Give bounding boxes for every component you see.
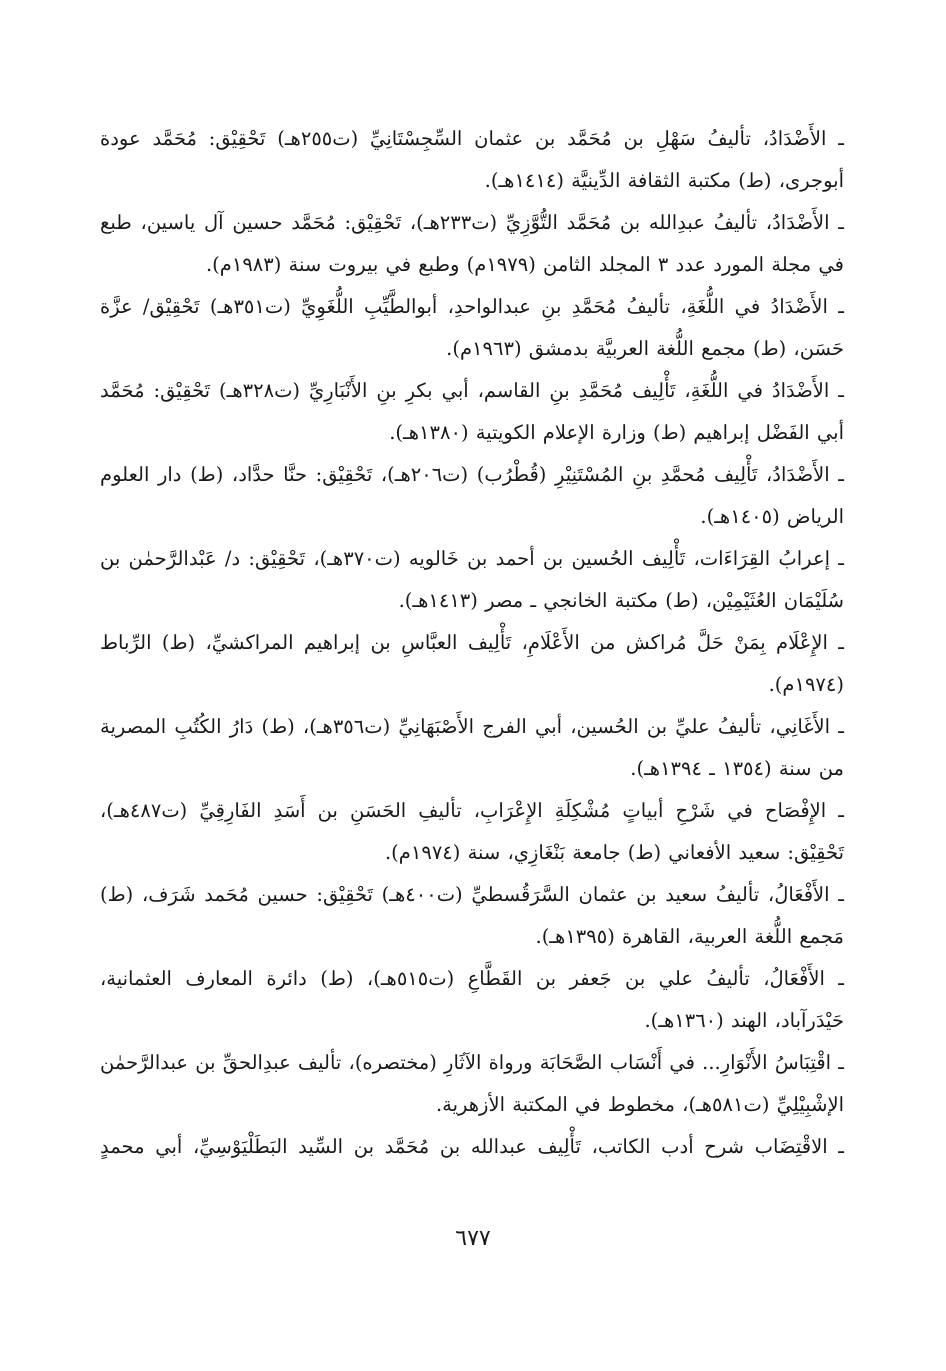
bibliography-entry: ـ الأَغَانِي، تأليفُ عليِّ بن الحُسين، أبي الفرج الأَصْبَهَانِيِّ (ت٣٥٦هـ)، (ط) دَارُ الكُتُبِ المصرية من سنة (١٣٥٤ ـ ١٣٩٤هـ). xyxy=(100,715,844,780)
bibliography-entry: ـ الأَضْدَادُ، تَأْلِيف مُحمَّدِ بنِ المُسْتَنِيْرِ (قُطْرُب) (ت٢٠٦هـ)، تَحْقِيْق: حنَّا حدَّاد، (ط) دار العلوم الرياض (١٤٠٥هـ). xyxy=(100,463,845,528)
bibliography-entry: ـ الأَضْدَادُ في اللُّغَةِ، تأليفُ مُحَمَّدِ بنِ عبدالواحدِ، أبوالطَّيِّبِ اللُّغَوِيِّ (ت٣٥١هـ) تَحْقِيْق/ عزَّة حَسَن، (ط) مجمع اللُّغة العربيَّة بدمشق (١٩٦٣م). xyxy=(100,295,844,360)
bibliography-entry: ـ الأَفْعَالُ، تأليفُ علي بن جَعفر بن القَطَّاعِ (ت٥١٥هـ)، (ط) دائرة المعارف العثمانية، حَيْدَرآباد، الهند (١٣٦٠هـ). xyxy=(100,967,845,1032)
bibliography-entry: ـ الأَضْدَادُ، تأليفُ عبدِالله بن مُحَمَّد التُّوَّزِيِّ (ت٢٣٣هـ)، تَحْقِيْق: مُحَمَّد حسين آل ياسين، طبع في مجلة المورد عدد ٣ المجلد الثامن (١٩٧٩م) وطبع في بيروت سنة (١٩٨٣م). xyxy=(100,211,844,276)
bibliography-entry: ـ اقْتِبَاسُ الأَنْوَارِ... في أَنْسَاب الصَّحَابَة ورواة الآثَارِ (مختصره)، تأليف عبدِالحقِّ بن عبدالرَّحمٰن الإشْبِيْلِيِّ (ت٥٨١هـ)، مخطوط في المكتبة الأزهرية. xyxy=(100,1051,844,1116)
bibliography-list xyxy=(100,118,844,1168)
bibliography-entry: ـ الأَضْدَادُ في اللُّغَةِ، تَأْلِيف مُحَمَّدِ بنِ القاسم، أبي بكرِ بنِ الأَنْبَارِيِّ (ت٣٢٨هـ) تَحْقِيْق: مُحَمَّد أبي الفَضْل إبراهيم (ط) وزارة الإعلام الكويتية (١٣٨٠هـ). xyxy=(100,379,844,444)
bibliography-entry: ـ الأَضْدَادُ، تأليفُ سَهْلِ بن مُحَمَّد بن عثمان السِّجِسْتَانِيِّ (ت٢٥٥هـ) تَحْقِيْق: مُحَمَّد عودة أبوجرى، (ط) مكتبة الثقافة الدِّينيَّة (١٤١٤هـ). xyxy=(100,127,844,192)
bibliography-entry: ـ الاقْتِضَاب شرح أدب الكاتب، تَأْلِيف عبدالله بن مُحَمَّد بن السِّيد البَطَلْيَوْسِيِّ، أبي محمدٍ xyxy=(100,1135,844,1158)
bibliography-entry: ـ الأَفْعَالُ، تأليفُ سعيد بن عثمان السَّرَقُسطيِّ (ت٤٠٠هـ) تَحْقِيْق: حسين مُحَمد شَرَف، (ط) مَجمع اللُّغة العربية، القاهرة (١٣٩٥هـ). xyxy=(100,883,844,948)
bibliography-entry: ـ إعرابُ القِرَاءَات، تَأْلِيف الحُسين بن أحمد بن خَالويه (ت٣٧٠هـ)، تَحْقِيْق: د/ عَبْدالرَّحمٰن بن سُلَيْمَان العُثَيْمِيْن، (ط) مكتبة الخانجي ـ مصر (١٤١٣هـ). xyxy=(100,547,844,612)
bibliography-entry: ـ الإِفْصَاح في شَرْحِ أبياتٍ مُشْكِلَةِ الإِعْرَابِ، تأليفِ الحَسَنِ بن أَسَدِ الفَارِقِيِّ (ت٤٨٧هـ)، تَحْقِيْق: سعيد الأفعاني (ط) جامعة بَنْغَازِي، سنة (١٩٧٤م). xyxy=(100,799,844,864)
bibliography-entry: ـ الإِعْلَام بِمَنْ حَلَّ مُراكش من الأَعْلَامِ، تَأْلِيف العبَّاسِ بن إبراهيم المراكشيِّ، (ط) الرِّباط (١٩٧٤م). xyxy=(100,631,844,696)
page-number: ٦٧٧ xyxy=(455,1226,491,1251)
